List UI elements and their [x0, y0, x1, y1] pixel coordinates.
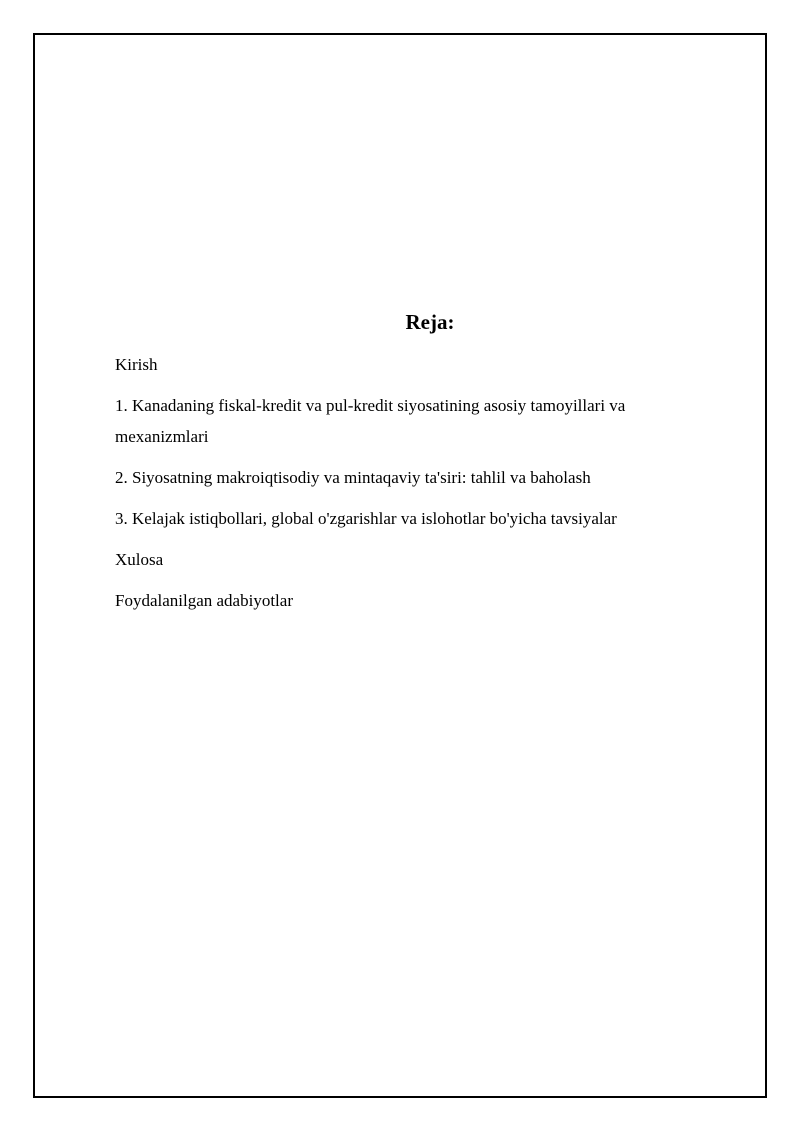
toc-item-introduction: Kirish [115, 355, 158, 374]
toc-item-chapter-1: 1. Kanadaning fiskal-kredit va pul-kredit siyosatining asosiy tamoyillari va mexanizmlari [115, 396, 626, 446]
table-of-contents [115, 349, 695, 626]
toc-item-conclusion: Xulosa [115, 550, 164, 569]
toc-item-chapter-2: 2. Siyosatning makroiqtisodiy va mintaqaviy ta'siri: tahlil va baholash [115, 468, 591, 487]
toc-item-chapter-3: 3. Kelajak istiqbollari, global o'zgarishlar va islohotlar bo'yicha tavsiyalar [115, 509, 617, 528]
toc-item-references: Foydalanilgan adabiyotlar [115, 591, 293, 610]
page-title: Reja: [405, 310, 455, 334]
page-border [33, 33, 767, 1098]
